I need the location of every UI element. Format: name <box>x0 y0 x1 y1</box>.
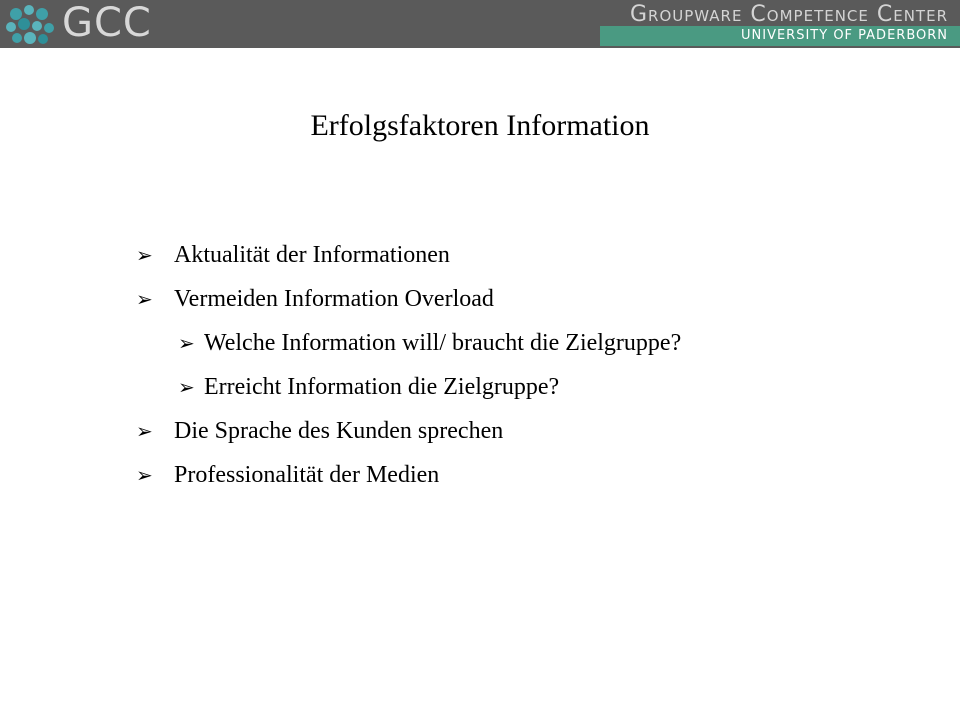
gcc-logo-icon <box>2 2 58 46</box>
logo-text: GCC <box>62 0 152 46</box>
bullet-text: Erreicht Information die Zielgruppe? <box>204 374 560 400</box>
bullet-text: Welche Information will/ braucht die Zielgruppe? <box>204 330 682 356</box>
slide-title: Erfolgsfaktoren Information <box>310 109 650 142</box>
bullet-item <box>136 240 856 270</box>
bullet-text: Aktualität der Informationen <box>174 242 450 268</box>
sub-bullet-item <box>178 372 704 402</box>
bullet-item <box>136 416 856 446</box>
bullet-text: Vermeiden Information Overload <box>174 286 494 312</box>
arrow-right-icon: ➢ <box>136 463 153 487</box>
arrow-right-icon: ➢ <box>136 419 153 443</box>
bullet-text: Professionalität der Medien <box>174 462 440 488</box>
arrow-right-icon: ➢ <box>178 375 195 399</box>
bullet-item <box>136 284 856 314</box>
arrow-right-icon: ➢ <box>136 243 153 267</box>
org-name: Groupware Competence Center <box>629 2 948 27</box>
org-subtitle: UNIVERSITY OF PADERBORN <box>741 28 948 43</box>
bullet-item <box>136 460 856 490</box>
bullet-list <box>136 240 856 504</box>
header-bar <box>0 0 960 48</box>
arrow-right-icon: ➢ <box>178 331 195 355</box>
bullet-text: Die Sprache des Kunden sprechen <box>174 418 504 444</box>
arrow-right-icon: ➢ <box>136 287 153 311</box>
sub-bullet-item <box>178 328 704 358</box>
